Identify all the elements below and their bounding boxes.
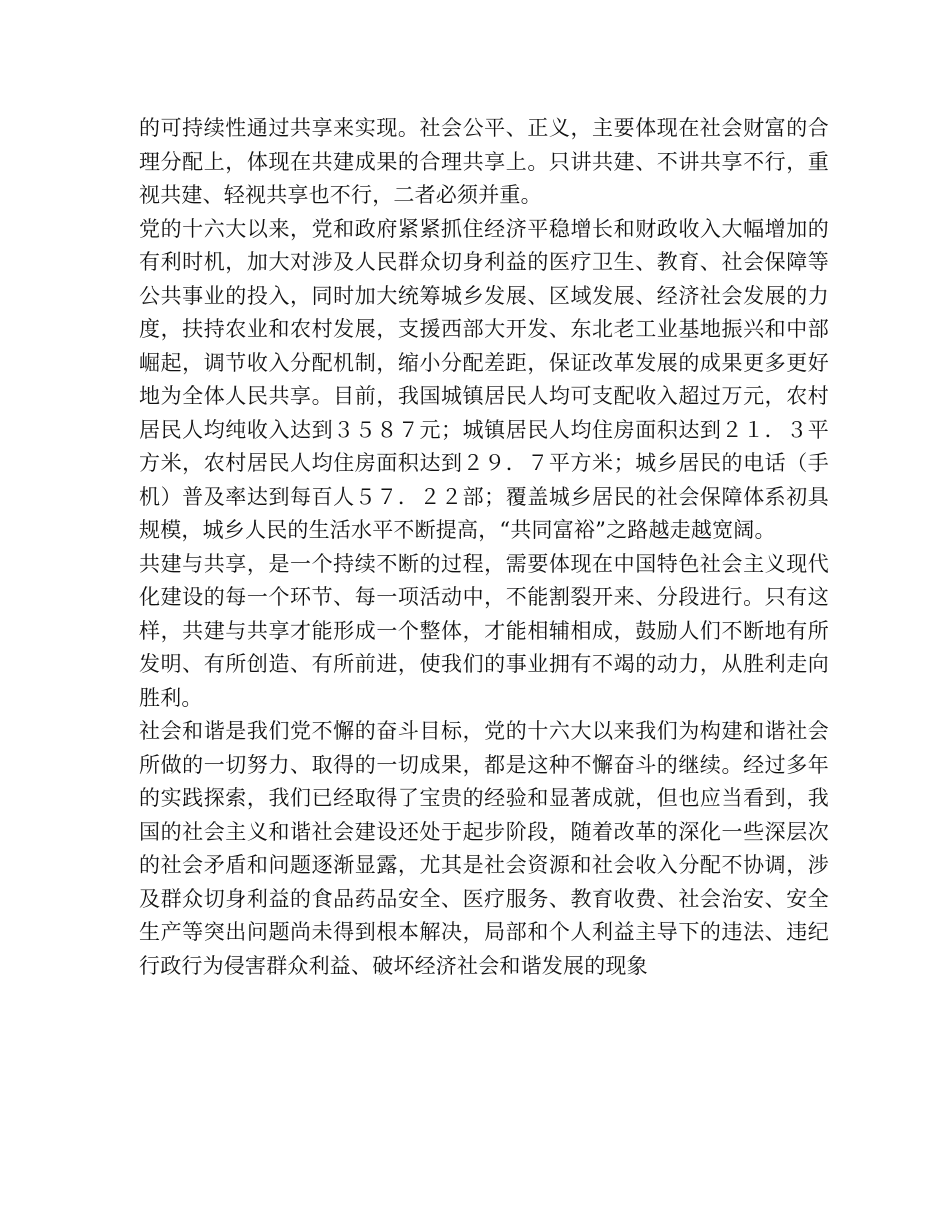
body-text bbox=[139, 112, 829, 983]
paragraph-2: 党的十六大以来，党和政府紧紧抓住经济平稳增长和财政收入大幅增加的有利时机，加大对涉及人民群众切身利益的医疗卫生、教育、社会保障等公共事业的投入，同时加大统筹城乡发展、区域发展、经济社会发展的力度，扶持农业和农村发展，支援西部大开发、东北老工业基地振兴和中部崛起，调节收入分配机制，缩小分配差距，保证改革发展的成果更多更好地为全体人民共享。目前，我国城镇居民人均可支配收入超过万元，农村居民人均纯收入达到３５８７元；城镇居民人均住房面积达到２１．３平方米，农村居民人均住房面积达到２９．７平方米；城乡居民的电话（手机）普及率达到每百人５７．２２部；覆盖城乡居民的社会保障体系初具规模，城乡人民的生活水平不断提高，“共同富裕”之路越走越宽阔。 bbox=[139, 216, 829, 542]
paragraph-1: 的可持续性通过共享来实现。社会公平、正义，主要体现在社会财富的合理分配上，体现在共建成果的合理共享上。只讲共建、不讲共享不行，重视共建、轻视共享也不行，二者必须并重。 bbox=[139, 116, 829, 207]
paragraph-4: 社会和谐是我们党不懈的奋斗目标，党的十六大以来我们为构建和谐社会所做的一切努力、取得的一切成果，都是这种不懈奋斗的继续。经过多年的实践探索，我们已经取得了宝贵的经验和显著成就，但也应当看到，我国的社会主义和谐社会建设还处于起步阶段，随着改革的深化一些深层次的社会矛盾和问题逐渐显露，尤其是社会资源和社会收入分配不协调，涉及群众切身利益的食品药品安全、医疗服务、教育收费、社会治安、安全生产等突出问题尚未得到根本解决，局部和个人利益主导下的违法、违纪行政行为侵害群众利益、破坏经济社会和谐发展的现象 bbox=[139, 719, 829, 978]
paragraph-3: 共建与共享，是一个持续不断的过程，需要体现在中国特色社会主义现代化建设的每一个环节、每一项活动中，不能割裂开来、分段进行。只有这样，共建与共享才能形成一个整体，才能相辅相成，鼓励人们不断地有所发明、有所创造、有所前进，使我们的事业拥有不竭的动力，从胜利走向胜利。 bbox=[139, 551, 829, 710]
